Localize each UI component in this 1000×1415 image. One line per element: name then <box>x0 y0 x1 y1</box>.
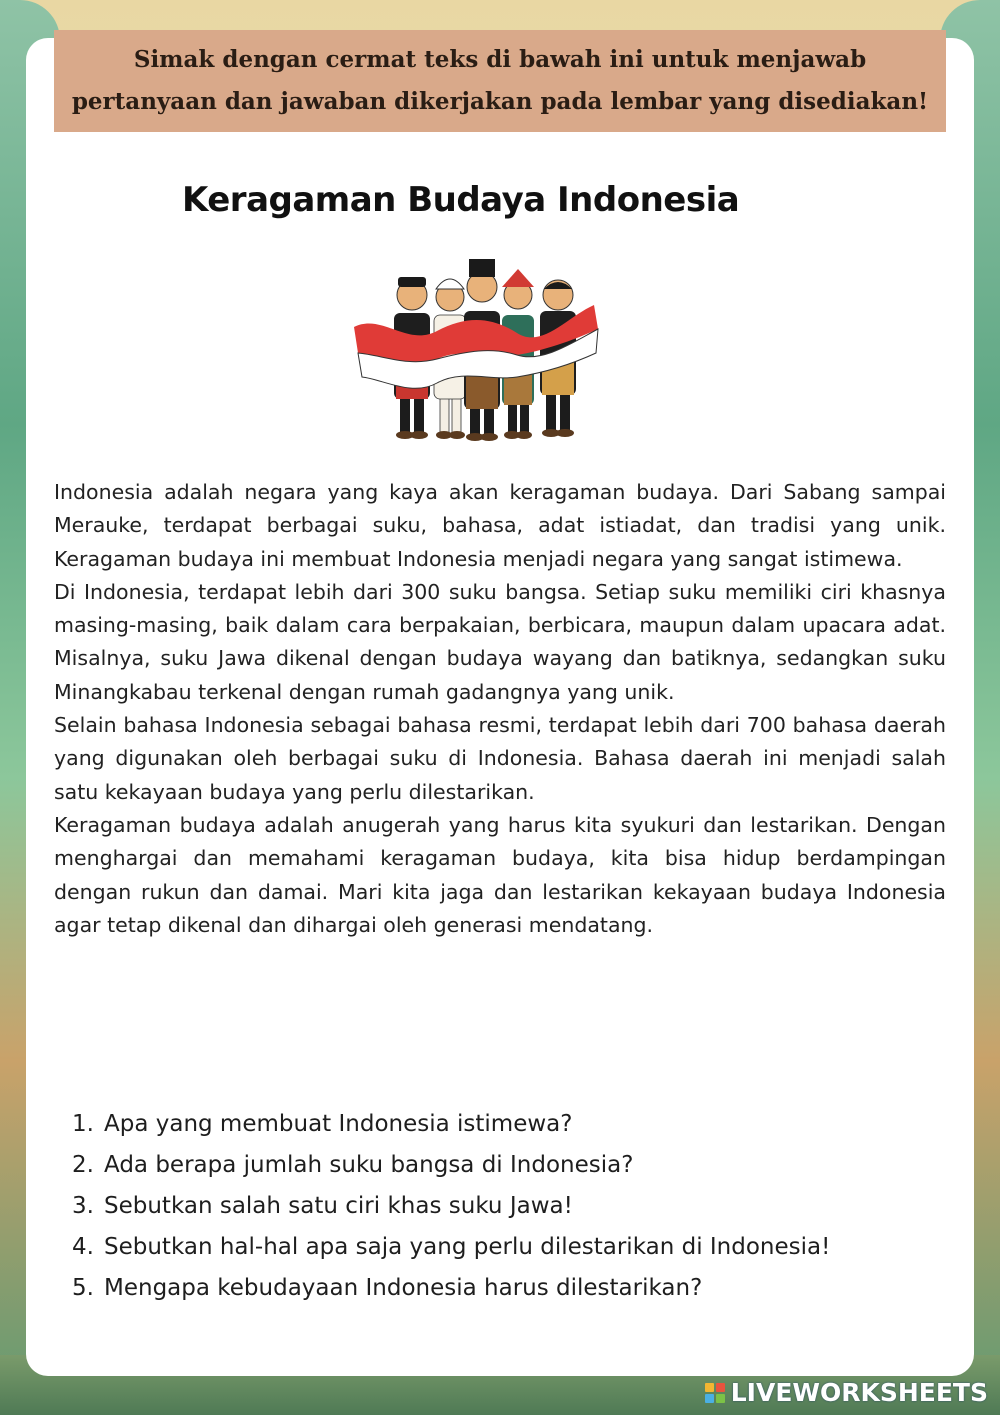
question-number: 2. <box>72 1152 94 1178</box>
watermark-text: LIVEWORKSHEETS <box>730 1378 988 1407</box>
reading-passage <box>54 476 946 942</box>
question-number: 3. <box>72 1193 94 1219</box>
question-list <box>54 1104 946 1309</box>
instruction-banner <box>54 30 946 132</box>
question-item <box>54 1227 946 1268</box>
question-text: Ada berapa jumlah suku bangsa di Indonesia? <box>104 1152 634 1178</box>
people-holding-flag-illustration <box>352 255 602 447</box>
instruction-text: Simak dengan cermat teks di bawah ini untuk menjawab pertanyaan dan jawaban dikerjakan pada lembar yang disediakan! <box>71 46 929 115</box>
question-number: 5. <box>72 1275 94 1301</box>
passage-paragraph: Keragaman budaya adalah anugerah yang harus kita syukuri dan lestarikan. Dengan menghargai dan memahami keragaman budaya, kita bisa hidup berdampingan dengan rukun dan damai. Mari kita jaga dan lestarikan kekayaan budaya Indonesia agar tetap dikenal dan dihargai oleh generasi mendatang. <box>54 812 946 937</box>
passage-paragraph: Di Indonesia, terdapat lebih dari 300 suku bangsa. Setiap suku memiliki ciri khasnya masing-masing, baik dalam cara berpakaian, berbicara, maupun dalam upacara adat. Misalnya, suku Jawa dikenal dengan budaya wayang dan batiknya, sedangkan suku Minangkabau terkenal dengan rumah gadangnya yang unik. <box>54 579 946 704</box>
question-number: 4. <box>72 1234 94 1260</box>
passage-paragraph: Selain bahasa Indonesia sebagai bahasa resmi, terdapat lebih dari 700 bahasa daerah yang digunakan oleh berbagai suku di Indonesia. Bahasa daerah ini menjadi salah satu kekayaan budaya yang perlu dilestarikan. <box>54 713 946 804</box>
passage-paragraph: Indonesia adalah negara yang kaya akan keragaman budaya. Dari Sabang sampai Merauke, terdapat berbagai suku, bahasa, adat istiadat, dan tradisi yang unik. Keragaman budaya ini membuat Indonesia menjadi negara yang sangat istimewa. <box>54 480 946 571</box>
question-number: 1. <box>72 1111 94 1137</box>
page-title: Keragaman Budaya Indonesia <box>182 180 740 220</box>
question-text: Sebutkan salah satu ciri khas suku Jawa! <box>104 1193 573 1219</box>
liveworksheets-watermark <box>705 1378 988 1407</box>
question-item <box>54 1145 946 1186</box>
question-text: Apa yang membuat Indonesia istimewa? <box>104 1111 573 1137</box>
question-text: Sebutkan hal-hal apa saja yang perlu dilestarikan di Indonesia! <box>104 1234 831 1260</box>
question-text: Mengapa kebudayaan Indonesia harus dilestarikan? <box>104 1275 703 1301</box>
question-item <box>54 1104 946 1145</box>
liveworksheets-logo-icon <box>705 1383 725 1403</box>
question-item <box>54 1186 946 1227</box>
question-item <box>54 1268 946 1309</box>
